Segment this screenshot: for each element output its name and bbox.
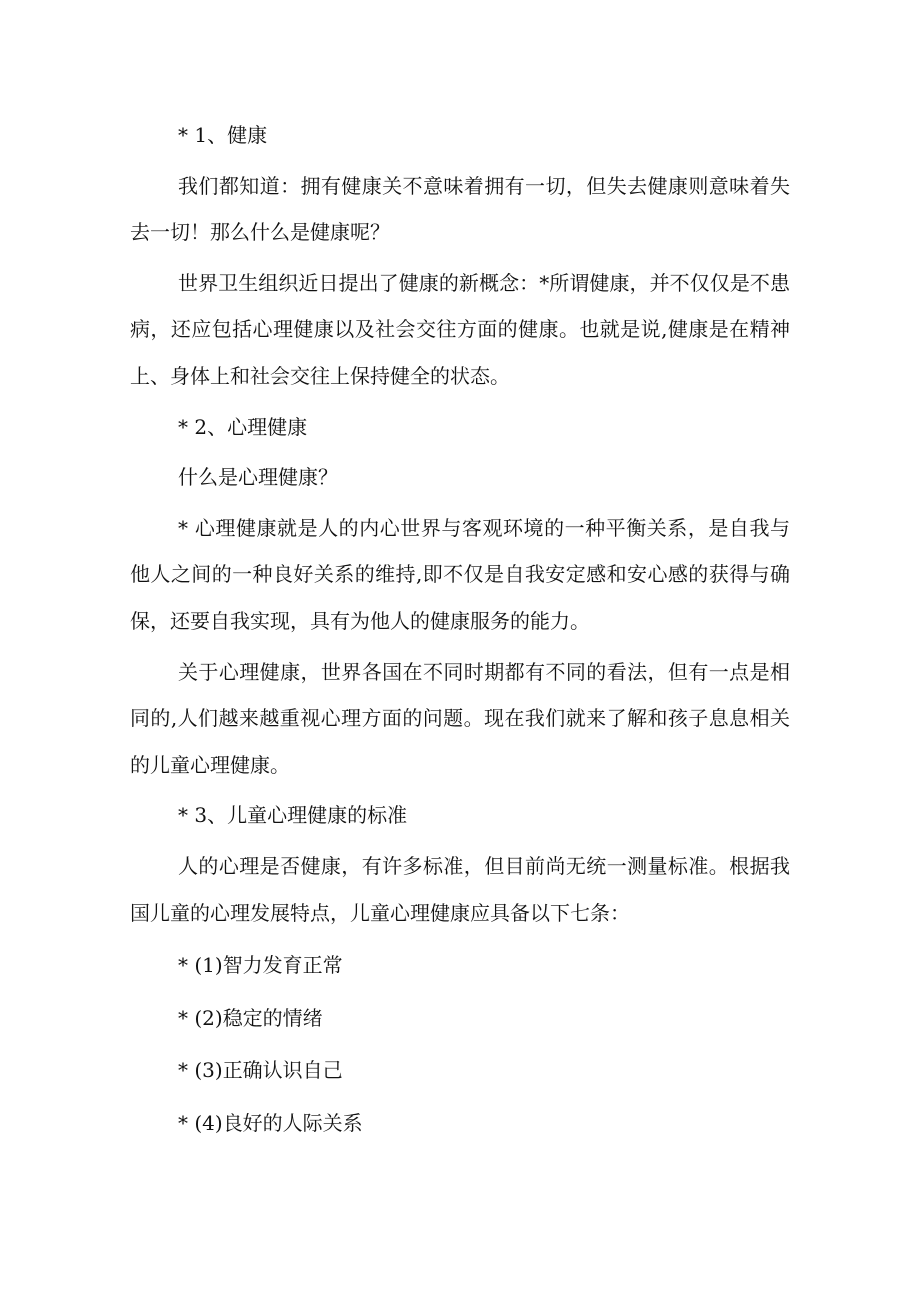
list-item: * (4)良好的人际关系: [178, 1110, 363, 1135]
paragraph-intro: 我们都知道：拥有健康关不意味着拥有一切，但失去健康则意味着失去一切！那么什么是健康呢？: [130, 173, 790, 245]
paragraph-world-views: 关于心理健康，世界各国在不同时期都有不同的看法，但有一点是相同的,人们越来越重视心理方面的问题。现在我们就来了解和孩子息息相关的儿童心理健康。: [130, 659, 790, 777]
section-heading-child-standards: * 3、儿童心理健康的标准: [178, 803, 408, 828]
section-heading-mental-health: * 2、心理健康: [178, 414, 308, 439]
list-item: * (1)智力发育正常: [178, 953, 343, 978]
paragraph-mental-health-definition: * 心理健康就是人的内心世界与客观环境的一种平衡关系，是自我与他人之间的一种良好关系的维持,即不仅是自我安定感和安心感的获得与确保，还要自我实现，具有为他人的健康服务的能力。: [130, 515, 790, 633]
section-heading-health: * 1、健康: [178, 123, 268, 147]
paragraph-standards-intro: 人的心理是否健康，有许多标准，但目前尚无统一测量标准。根据我国儿童的心理发展特点，儿童心理健康应具备以下七条：: [130, 853, 790, 925]
list-item: * (2)稳定的情绪: [178, 1005, 323, 1030]
document-body: [130, 112, 790, 1146]
paragraph-question: 什么是心理健康？: [178, 465, 338, 490]
list-item: * (3)正确认识自己: [178, 1058, 343, 1083]
paragraph-who-definition: 世界卫生组织近日提出了健康的新概念：*所谓健康，并不仅仅是不患病，还应包括心理健康以及社会交往方面的健康。也就是说,健康是在精神上、身体上和社会交往上保持健全的状态。: [130, 270, 790, 388]
